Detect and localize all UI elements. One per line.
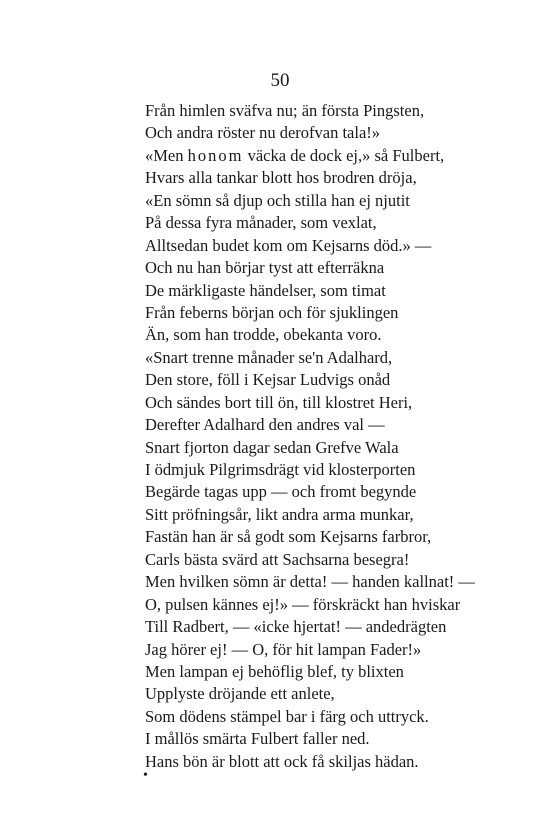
poem-line: Snart fjorton dagar sedan Grefve Wala	[145, 437, 399, 457]
poem-line: Som dödens stämpel bar i färg och uttryck.	[145, 706, 429, 726]
poem-line-segment: «Men	[145, 145, 188, 165]
poem-line: Hans bön är blott att ock få skiljas hädan.	[145, 751, 419, 771]
poem-line: «En sömn så djup och stilla han ej njutit	[145, 190, 410, 210]
poem-text	[145, 100, 545, 773]
poem-line: Upplyste dröjande ett anlete,	[145, 684, 335, 704]
poem-line: Men hvilken sömn är detta! — handen kallnat! —	[145, 572, 475, 592]
poem-line: Begärde tagas upp — och fromt begynde	[145, 482, 417, 502]
poem-line: Jag hörer ej! — O, för hit lampan Fader!»	[145, 639, 422, 659]
poem-line: I ödmjuk Pilgrimsdrägt vid klosterporten	[145, 460, 416, 479]
emphasized-word: honom	[187, 145, 244, 165]
poem-line: Från feberns början och för sjuklingen	[145, 302, 399, 322]
poem-line-segment: väcka de dock ej,» så Fulbert,	[243, 145, 445, 165]
poem-line: Och sändes bort till ön, till klostret Heri,	[145, 392, 413, 412]
poem-line: På dessa fyra månader, som vexlat,	[145, 213, 377, 233]
poem-line: Men lampan ej behöflig blef, ty blixten	[145, 661, 404, 681]
poem-line: I mållös smärta Fulbert faller ned.	[145, 729, 370, 749]
poem-line: De märkligaste händelser, som timat	[145, 280, 386, 300]
poem-line: Och andra röster nu derofvan tala!»	[145, 123, 381, 143]
page-number: 50	[270, 70, 290, 91]
poem-line: Hvars alla tankar blott hos brodren dröja,	[145, 168, 417, 188]
poem-line: O, pulsen kännes ej!» — förskräckt han hviskar	[145, 594, 461, 614]
poem-line: Fastän han är så godt som Kejsarns farbror,	[145, 527, 432, 547]
poem-line: Den store, föll i Kejsar Ludvigs onåd	[145, 370, 391, 390]
poem-line: «Snart trenne månader se'n Adalhard,	[145, 347, 393, 367]
poem-line: Än, som han trodde, obekanta voro.	[145, 325, 382, 345]
poem-line: Derefter Adalhard den andres val —	[145, 415, 385, 435]
poem-line: Från himlen sväfva nu; än första Pingsten,	[145, 101, 425, 120]
printer-mark: •	[143, 768, 148, 783]
poem-line: Alltsedan budet kom om Kejsarns död.» —	[145, 235, 432, 255]
poem-line	[145, 145, 545, 167]
poem-line: Och nu han börjar tyst att efterräkna	[145, 258, 385, 278]
poem-line: Sitt pröfningsår, likt andra arma munkar,	[145, 504, 414, 524]
poem-line: Carls bästa svärd att Sachsarna besegra!	[145, 549, 410, 569]
poem-line: Till Radbert, — «icke hjertat! — andedrägten	[145, 617, 447, 637]
